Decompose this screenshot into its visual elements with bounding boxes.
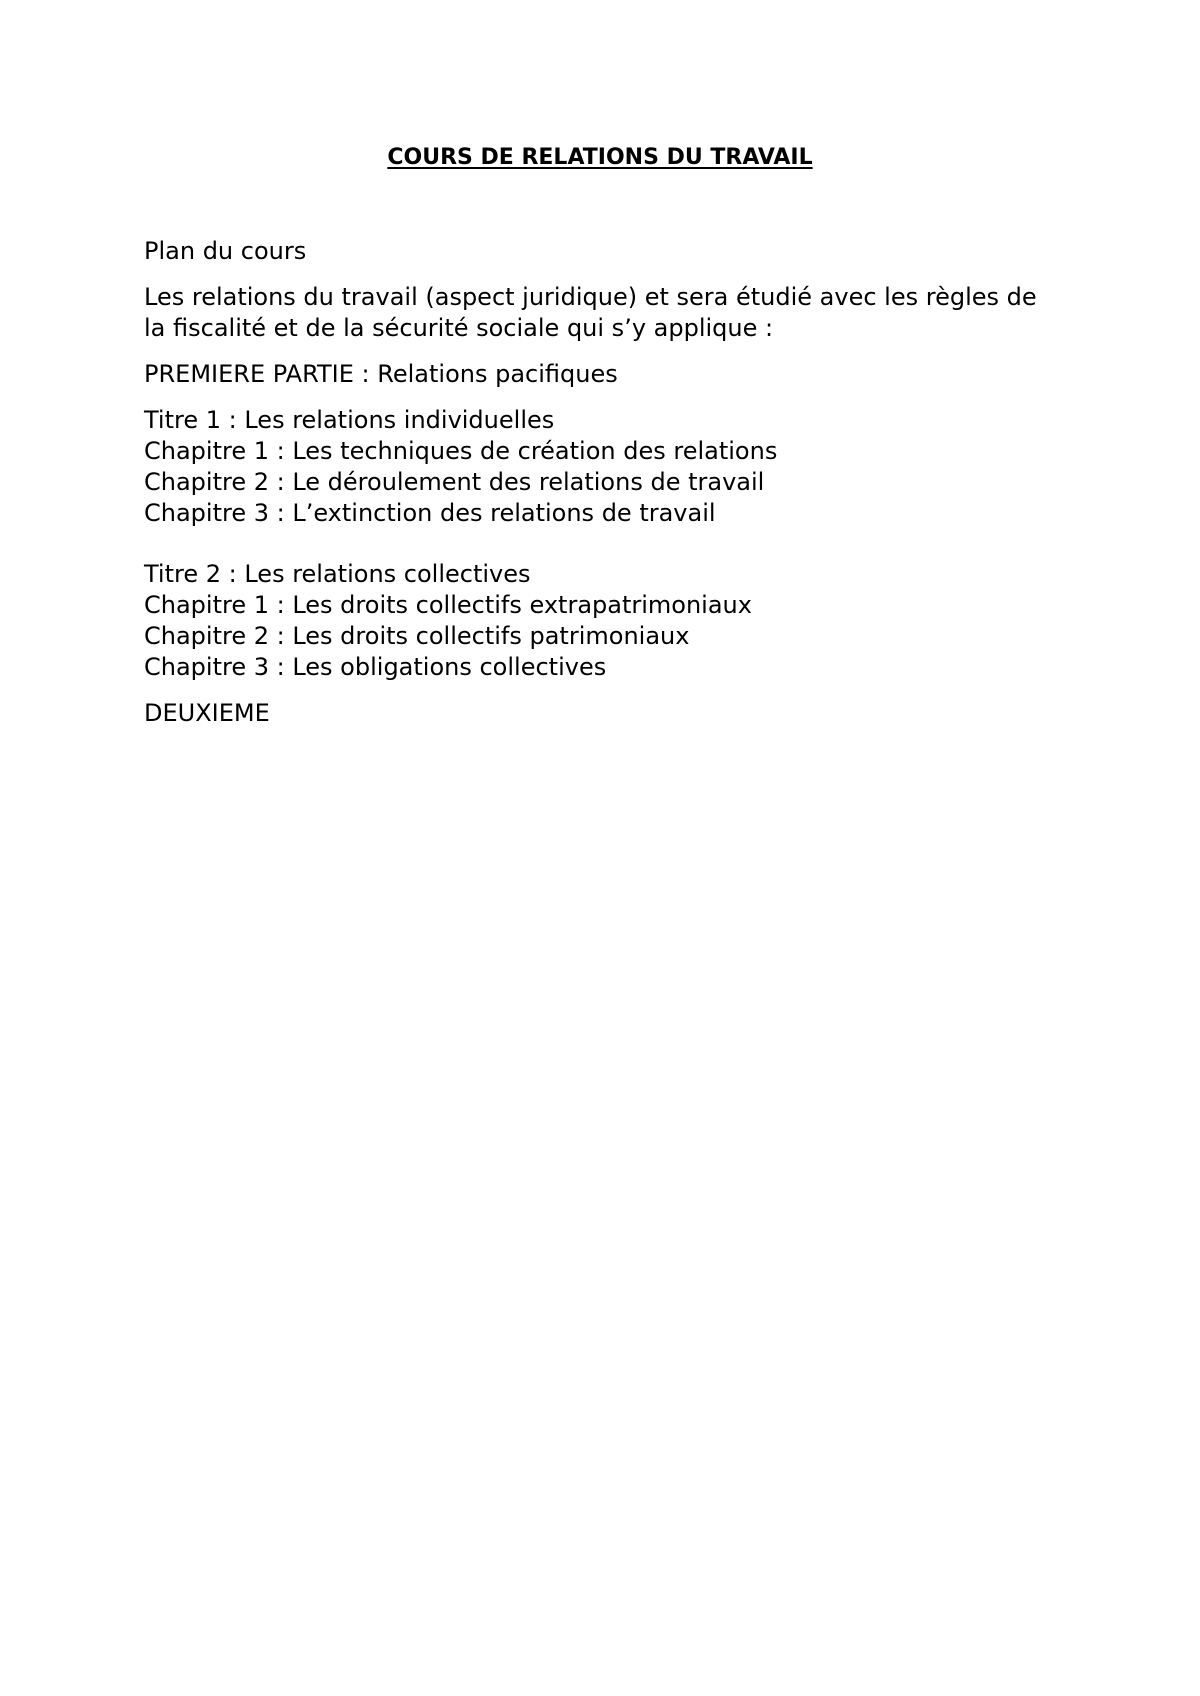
- titre-2-chapter: Chapitre 3 : Les obligations collectives: [144, 653, 607, 681]
- titre-1-chapter: Chapitre 2 : Le déroulement des relations de travail: [144, 468, 765, 496]
- part-one-heading: PREMIERE PARTIE : Relations pacifiques: [144, 360, 618, 388]
- titre-2-chapter: Chapitre 1 : Les droits collectifs extrapatrimoniaux: [144, 591, 752, 619]
- titre-1-chapter: Chapitre 1 : Les techniques de création des relations: [144, 437, 778, 465]
- document-body: [144, 236, 1064, 744]
- titre-1-section: [144, 405, 1064, 529]
- titre-2-chapter: Chapitre 2 : Les droits collectifs patrimoniaux: [144, 622, 690, 650]
- titre-1-chapter: Chapitre 3 : L’extinction des relations de travail: [144, 499, 716, 527]
- titre-2-section: [144, 559, 1064, 683]
- titre-1-heading: Titre 1 : Les relations individuelles: [144, 406, 555, 434]
- plan-heading: Plan du cours: [144, 237, 307, 265]
- part-two-heading: DEUXIEME: [144, 699, 270, 727]
- intro-paragraph: Les relations du travail (aspect juridique) et sera étudié avec les règles de la fiscalité et de la sécurité sociale qui s’y applique :: [144, 283, 1037, 342]
- document-title: COURS DE RELATIONS DU TRAVAIL: [387, 145, 813, 170]
- titre-2-heading: Titre 2 : Les relations collectives: [144, 560, 531, 588]
